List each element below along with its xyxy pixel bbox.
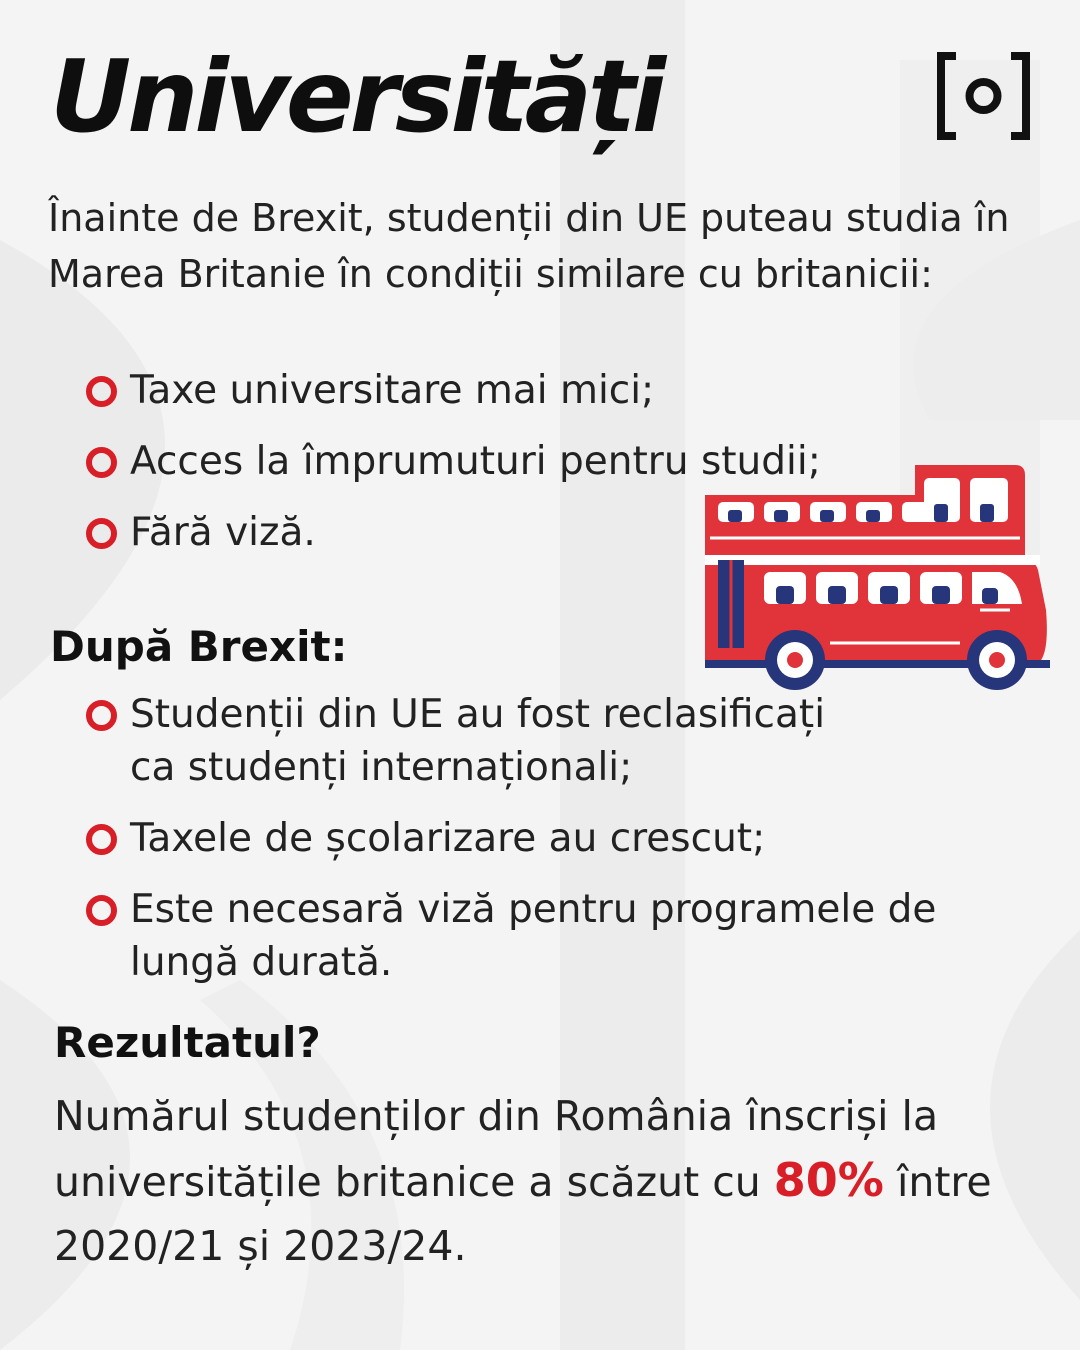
list-item-text: Fără viză. (130, 510, 316, 555)
page-title: Universități (50, 38, 663, 155)
result-paragraph (54, 1084, 1064, 1278)
list-item-text: Taxe universitare mai mici; (130, 368, 655, 413)
red-ring-bullet-icon (86, 447, 117, 478)
list-item-text: Acces la împrumuturi pentru studii; (130, 439, 821, 484)
list-item (86, 688, 936, 794)
red-ring-bullet-icon (86, 376, 117, 407)
result-text-end: între 2020/21 și 2023/24. (54, 1158, 992, 1270)
result-heading: Rezultatul? (54, 1018, 321, 1067)
result-percentage: 80% (773, 1153, 884, 1207)
after-brexit-heading: După Brexit: (50, 622, 348, 671)
list-item (86, 812, 936, 865)
list-item (86, 883, 936, 989)
list-item-text: Studenții din UE au fost reclasificați (130, 692, 826, 737)
red-ring-bullet-icon (86, 824, 117, 855)
after-brexit-list (86, 688, 936, 1007)
intro-paragraph: Înainte de Brexit, studenții din UE puteau studia în Marea Britanie în condiții similare cu britanicii: (48, 196, 1010, 296)
red-ring-bullet-icon (86, 700, 117, 731)
list-item-text-continued: ca studenți internaționali; (130, 745, 633, 790)
list-item-text-continued: lungă durată. (130, 940, 393, 985)
result-text-start: Numărul studenților din România înscriși la universitățile britanice a scăzut cu (54, 1092, 939, 1206)
red-ring-bullet-icon (86, 895, 117, 926)
red-ring-bullet-icon (86, 518, 117, 549)
double-decker-bus-icon (700, 460, 1050, 690)
bracket-circle-logo-icon (936, 52, 1031, 140)
list-item-text: Taxele de școlarizare au crescut; (130, 816, 766, 861)
list-item-text: Este necesară viză pentru programele de (130, 887, 937, 932)
list-item (86, 364, 821, 417)
